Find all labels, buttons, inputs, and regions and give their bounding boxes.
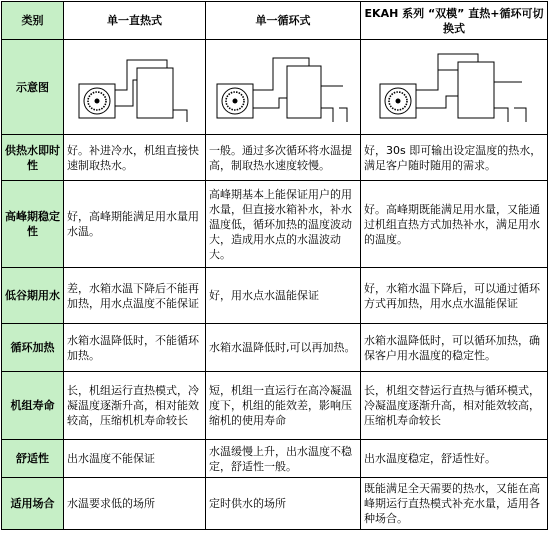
comparison-table [1, 1, 548, 530]
cell-dual-mode: 好，30s 即可输出设定温度的热水，满足客户随时随用的需求。 [361, 135, 548, 181]
header-row [2, 2, 548, 40]
cell-circulation: 一般。通过多次循环将水温提高，制取热水速度较慢。 [206, 135, 361, 181]
row-lifespan [2, 372, 548, 440]
cell-direct: 差，水箱水温下降后不能再加热，用水点温度不能保证 [64, 268, 206, 324]
header-circulation: 单一循环式 [206, 2, 361, 40]
cell-direct: 出水温度不能保证 [64, 440, 206, 478]
header-dual-mode: EKAH 系列 “双模” 直热+循环可切换式 [361, 2, 548, 40]
cell-circulation: 水箱水温降低时,可以再加热。 [206, 324, 361, 372]
diagram-dual-mode-cell [361, 40, 548, 135]
cell-direct: 好，高峰期能满足用水量用水温。 [64, 181, 206, 268]
row-comfort [2, 440, 548, 478]
row-peak [2, 181, 548, 268]
cell-direct: 好。补进冷水，机组直接快速制取热水。 [64, 135, 206, 181]
heat-pump-dual-mode-diagram-icon [374, 46, 534, 128]
row-label: 适用场合 [2, 478, 64, 530]
diagram-direct-cell [64, 40, 206, 135]
row-instant [2, 135, 548, 181]
row-label: 循环加热 [2, 324, 64, 372]
diagram-row [2, 40, 548, 135]
header-direct: 单一直热式 [64, 2, 206, 40]
row-label-diagram: 示意图 [2, 40, 64, 135]
cell-direct: 长，机组运行直热模式，冷凝温度逐渐升高，相对能效较高，压缩机机寿命较长 [64, 372, 206, 440]
cell-circulation: 短，机组一直运行在高冷凝温度下，机组的能效差，影响压缩机的使用寿命 [206, 372, 361, 440]
row-label: 舒适性 [2, 440, 64, 478]
cell-circulation: 水温缓慢上升，出水温度不稳定，舒适性一般。 [206, 440, 361, 478]
cell-circulation: 好，用水点水温能保证 [206, 268, 361, 324]
cell-dual-mode: 既能满足全天需要的热水，又能在高峰期运行直热模式补充水量，适用各种场合。 [361, 478, 548, 530]
row-label: 低谷期用水 [2, 268, 64, 324]
cell-circulation: 高峰期基本上能保证用户的用水量，但直接水箱补水，补水温度低，循环加热的温度波动大，造成用水点的水温波动大。 [206, 181, 361, 268]
heat-pump-direct-diagram-icon [75, 46, 195, 128]
cell-dual-mode: 好，水箱水温下降后，可以通过循环方式再加热，用水点水温能保证 [361, 268, 548, 324]
cell-direct: 水箱水温降低时，不能循环加热。 [64, 324, 206, 372]
row-offpeak [2, 268, 548, 324]
row-application [2, 478, 548, 530]
header-category: 类别 [2, 2, 64, 40]
cell-dual-mode: 出水温度稳定，舒适性好。 [361, 440, 548, 478]
row-label: 供热水即时性 [2, 135, 64, 181]
cell-dual-mode: 长，机组交替运行直热与循环模式，冷凝温度逐渐升高，相对能效较高，压缩机寿命较长 [361, 372, 548, 440]
heat-pump-circulation-diagram-icon [213, 46, 353, 128]
row-cycle-heating [2, 324, 548, 372]
cell-circulation: 定时供水的场所 [206, 478, 361, 530]
row-label: 高峰期稳定性 [2, 181, 64, 268]
diagram-circulation-cell [206, 40, 361, 135]
row-label: 机组寿命 [2, 372, 64, 440]
cell-dual-mode: 好。高峰期既能满足用水量，又能通过机组直热方式加热补水，满足用水的温度。 [361, 181, 548, 268]
cell-dual-mode: 水箱水温降低时，可以循环加热，确保客户用水温度的稳定性。 [361, 324, 548, 372]
cell-direct: 水温要求低的场所 [64, 478, 206, 530]
